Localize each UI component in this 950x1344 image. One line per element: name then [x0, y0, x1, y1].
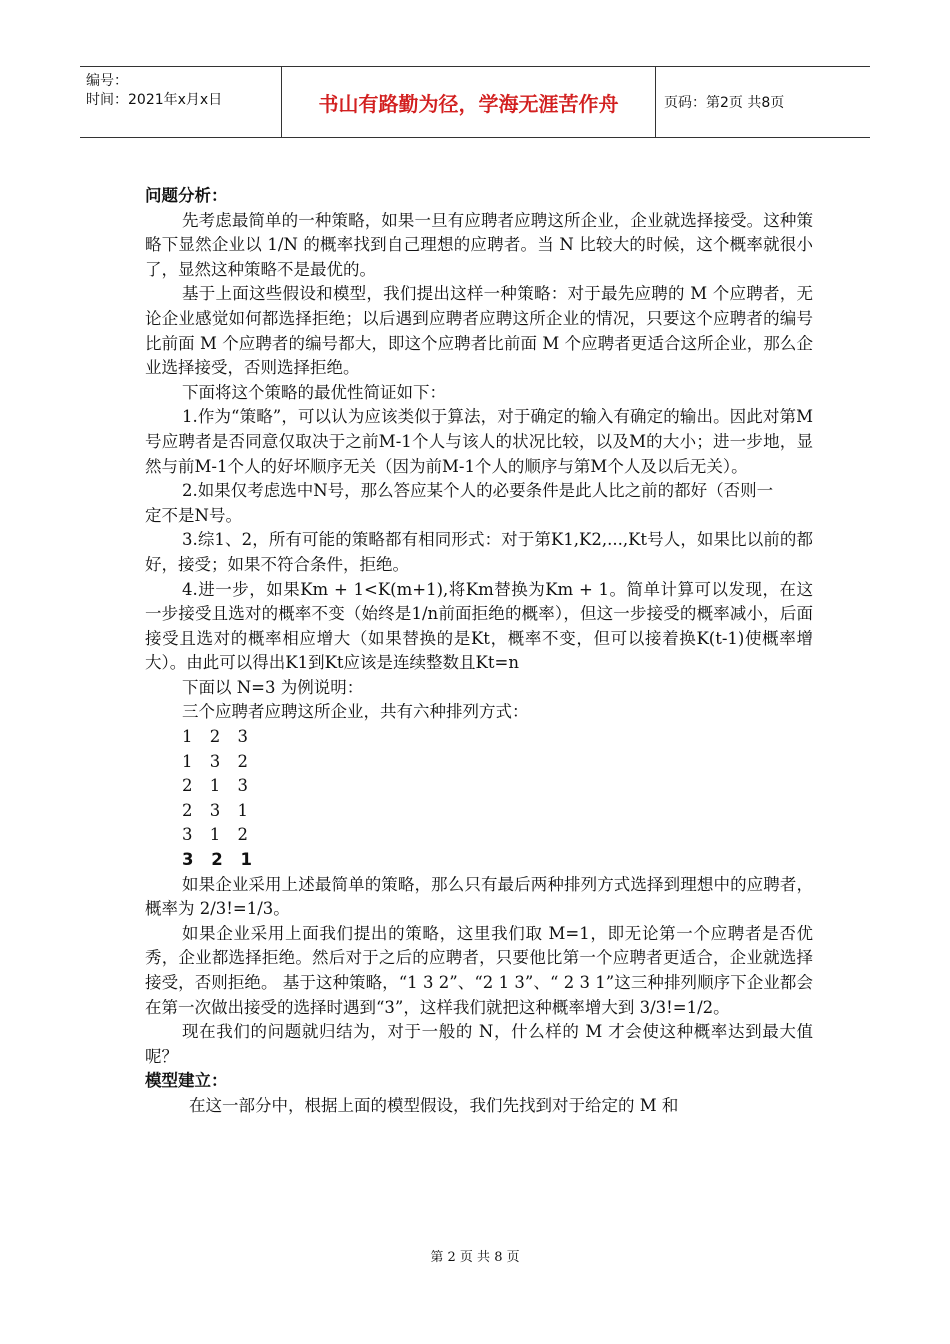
proof-item-2-continued: 定不是N号。	[145, 505, 242, 525]
permutation-line: 3 2 1	[182, 850, 258, 870]
proof-item-4: 4.进一步，如果Km + 1<K(m+1),将Km替换为Km + 1。简单计算可以发现，在这一步接受且选对的概率不变（始终是1/n前面拒绝的概率），但这一步接受的概率减小，后面接受且选对的概率相应增大（如果替换的是Kt，概率不变，但可以接着换K(t-1)使概率增大）。由此可以得出K1到Kt应该是连续整数且Kt=n	[145, 579, 813, 673]
paragraph: 先考虑最简单的一种策略，如果一旦有应聘者应聘这所企业，企业就选择接受。这种策略下显然企业以 1/N 的概率找到自己理想的应聘者。当 N 比较大的时候，这个概率就很小了，显然这种策略不是最优的。	[145, 210, 813, 279]
paragraph: 如果企业采用上述最简单的策略，那么只有最后两种排列方式选择到理想中的应聘者，概率为 2/3!=1/3。	[145, 874, 813, 919]
paragraph: 在这一部分中，根据上面的模型假设，我们先找到对于给定的 M 和	[189, 1095, 679, 1115]
document-date-label: 时间：2021年x月x日	[86, 92, 223, 108]
paragraph: 下面以 N=3 为例说明：	[182, 677, 364, 697]
permutation-line: 2 1 3	[182, 776, 254, 796]
proof-item-1: 1.作为“策略”，可以认为应该类似于算法，对于确定的输入有确定的输出。因此对第M号应聘者是否同意仅取决于之前M-1个人与该人的状况比较，以及M的大小；进一步地，显然与前M-1个人的好坏顺序无关（因为前M-1个人的顺序与第M个人及以后无关）。	[145, 407, 813, 476]
paragraph: 如果企业采用上面我们提出的策略，这里我们取 M=1，即无论第一个应聘者是否优秀，企业都选择拒绝。然后对于之后的应聘者，只要他比第一个应聘者更适合，企业就选择接受，否则拒绝。 基于这种策略，“1 3 2”、“2 1 3”、“ 2 3 1”这三种排列顺序下企业都会在第一次做出接受的选择时遇到“3”，这样我们就把这种概率增大到 3/3!=1/2。	[145, 923, 813, 1017]
document-number-label: 编号：	[86, 73, 128, 89]
permutation-line: 2 3 1	[182, 800, 254, 820]
paragraph: 基于上面这些假设和模型，我们提出这样一种策略：对于最先应聘的 M 个应聘者，无论企业感觉如何都选择拒绝；以后遇到应聘者应聘这所企业的情况，只要这个应聘者的编号比前面 M 个应聘者的编号都大，即这个应聘者比前面 M 个应聘者更适合这所企业，那么企业选择接受，否则选择拒绝。	[145, 284, 813, 378]
paragraph: 现在我们的问题就归结为，对于一般的 N，什么样的 M 才会使这种概率达到最大值呢？	[145, 1022, 813, 1066]
paragraph: 三个应聘者应聘这所企业，共有六种排列方式：	[182, 702, 529, 722]
page-header	[80, 66, 870, 138]
proof-item-2: 2.如果仅考虑选中N号，那么答应某个人的必要条件是此人比之前的都好（否则一	[182, 481, 774, 501]
section-heading-model: 模型建立：	[145, 1071, 228, 1091]
permutation-line: 3 1 2	[182, 825, 254, 845]
section-heading-analysis: 问题分析：	[145, 186, 228, 205]
permutation-line: 1 2 3	[182, 727, 254, 747]
page-footer: 第 2 页 共 8 页	[430, 1250, 520, 1265]
document-body	[145, 184, 813, 1119]
proof-item-3: 3.综1、2，所有可能的策略都有相同形式：对于第K1,K2,...,Kt号人，如果比以前的都好，接受；如果不符合条件，拒绝。	[145, 530, 813, 574]
paragraph: 下面将这个策略的最优性简证如下：	[182, 382, 446, 402]
header-meta	[80, 67, 282, 137]
header-page-info: 页码：第2页 共8页	[664, 95, 785, 111]
permutation-line: 1 3 2	[182, 751, 254, 771]
header-motto: 书山有路勤为径，学海无涯苦作舟	[282, 67, 656, 137]
